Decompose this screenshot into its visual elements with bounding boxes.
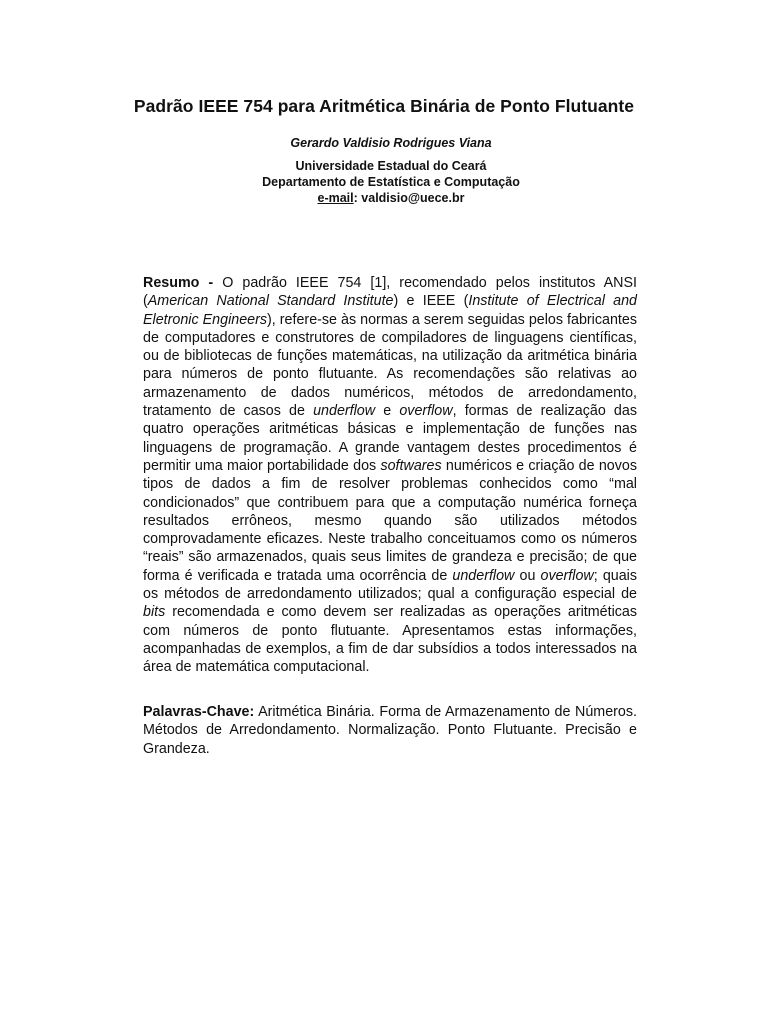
keywords-paragraph: [143, 703, 637, 758]
department-name: Departamento de Estatística e Computação: [262, 175, 520, 189]
abstract-paragraph: [143, 274, 637, 677]
abstract-text: ou: [514, 567, 541, 584]
abstract-text-italic: bits: [143, 604, 166, 621]
abstract-text-italic: softwares: [380, 457, 442, 474]
abstract-text-italic: underflow: [452, 567, 515, 584]
abstract-label: Resumo -: [143, 275, 223, 291]
abstract-text: ) e IEEE (: [393, 293, 469, 310]
abstract-text: numéricos e criação de novos tipos de dados a fim de resolver problemas conhecidos como “mal condicionados” que contribuem para que a computação numérica forneça resultados errôneos, mesmo quando são utilizados métodos comprovadamente eficazes. Neste trabalho conceituamos como os números “reais” são armazenados, quais seus limites de grandeza e precisão; de que forma é verificada e tratada uma ocorrência de: [143, 457, 637, 584]
email-label: e-mail: [317, 191, 354, 205]
abstract-text: e: [375, 403, 400, 420]
paper-title: Padrão IEEE 754 para Aritmética Binária de Ponto Flutuante: [133, 96, 635, 116]
abstract-text-italic: underflow: [313, 403, 376, 420]
email-separator: :: [353, 191, 358, 205]
affiliation-block: [0, 158, 768, 206]
abstract-text: , formas de realização das quatro operações aritméticas básicas e implementação de funções nas linguagens de programação. A grande vantagem destes procedimentos é permitir uma maior portabilidade dos: [143, 403, 637, 474]
abstract-text: ; quais os métodos de arredondamento utilizados; qual a configuração especial de: [143, 567, 637, 603]
author-name: Gerardo Valdisio Rodrigues Viana: [290, 136, 492, 150]
email-line: [0, 190, 768, 206]
institution-name: Universidade Estadual do Ceará: [295, 159, 487, 173]
abstract-text: ), refere-se às normas a serem seguidas pelos fabricantes de computadores e construtores de compiladores de linguagens científicas, ou de bibliotecas de funções matemáticas, na utilização da aritmética binária para números de ponto flutuante. As recomendações são relativas ao armazenamento de dados numéricos, métodos de arredondamento, tratamento de casos de: [143, 311, 637, 420]
keywords-text: Aritmética Binária. Forma de Armazenamento de Números. Métodos de Arredondamento. Normalização. Ponto Flutuante. Precisão e Grandeza.: [143, 704, 637, 757]
abstract-text: O padrão IEEE 754 [1], recomendado pelos institutos ANSI (: [143, 275, 637, 310]
keywords-label: Palavras-Chave:: [143, 704, 255, 720]
abstract-text-italic: American National Standard Institute: [147, 293, 394, 310]
email-address: valdisio@uece.br: [357, 191, 465, 205]
abstract-text: recomendada e como devem ser realizadas as operações aritméticas com números de ponto flutuante. Apresentamos estas informações, acompanhadas de exemplos, a fim de dar subsídios a todos interessados na área de matemática computacional.: [143, 604, 637, 676]
abstract-text-italic: overflow: [540, 567, 594, 584]
abstract-text-italic: overflow: [399, 403, 453, 420]
abstract-text-italic: Institute of Electrical and Eletronic Engineers: [143, 293, 637, 328]
